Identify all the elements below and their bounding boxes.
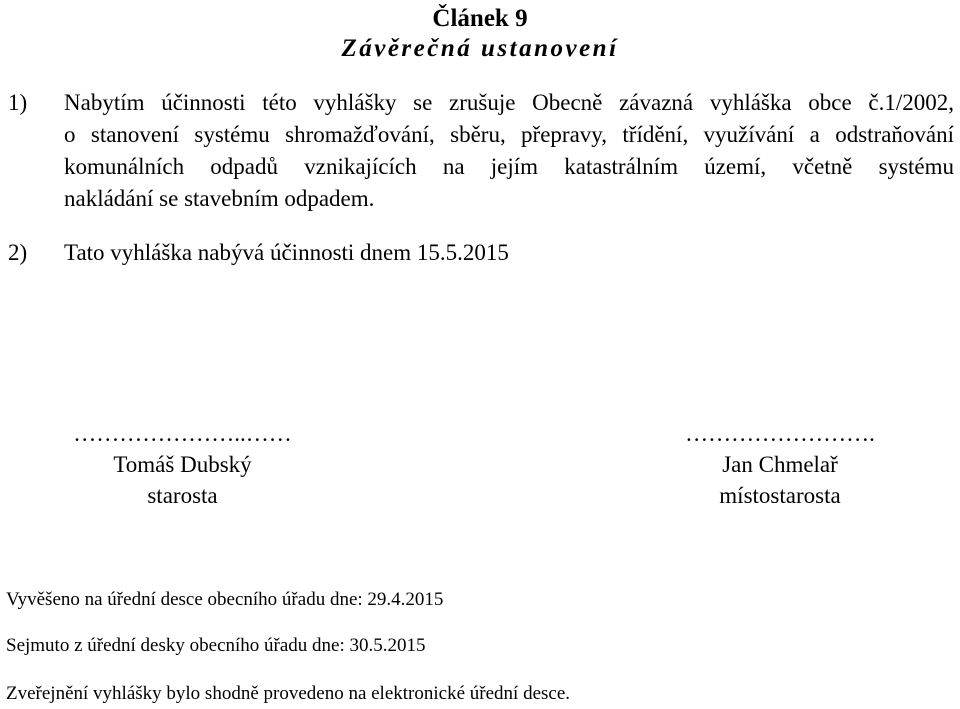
signature-name: Jan Chmelař bbox=[722, 452, 838, 477]
paragraph-1 bbox=[64, 87, 954, 215]
footer-removed: Sejmuto z úřední desky obecního úřadu dne: 30.5.2015 bbox=[6, 635, 426, 656]
signature-line: ……………………. bbox=[685, 421, 875, 446]
signature-deputy-mayor bbox=[660, 418, 900, 511]
footer-published: Zveřejnění vyhlášky bylo shodně provedeno na elektronické úřední desce. bbox=[6, 683, 571, 704]
paragraph-1-line-2: o stanovení systému shromažďování, sběru, přepravy, třídění, využívání a odstraňování bbox=[64, 122, 954, 147]
signature-mayor bbox=[60, 418, 305, 511]
paragraph-2-number: 2) bbox=[8, 240, 28, 265]
paragraph-2: Tato vyhláška nabývá účinnosti dnem 15.5.2015 bbox=[64, 240, 509, 265]
signature-line: …………………..…… bbox=[73, 421, 292, 446]
signature-role: starosta bbox=[147, 483, 218, 508]
paragraph-1-line-1: Nabytím účinnosti této vyhlášky se zrušuje Obecně závazná vyhláška obce č.1/2002, bbox=[64, 90, 954, 115]
paragraph-1-number: 1) bbox=[8, 90, 28, 115]
signature-role: místostarosta bbox=[719, 483, 841, 508]
article-subtitle: Závěrečná ustanovení bbox=[341, 35, 619, 62]
footer-posted: Vyvěšeno na úřední desce obecního úřadu dne: 29.4.2015 bbox=[6, 589, 444, 610]
paragraph-1-line-3: komunálních odpadů vznikajících na jejím katastrálním území, včetně systému bbox=[64, 154, 954, 179]
signature-name: Tomáš Dubský bbox=[113, 452, 252, 477]
paragraph-1-line-4: nakládání se stavebním odpadem. bbox=[64, 186, 375, 211]
article-title: Článek 9 bbox=[432, 5, 528, 32]
